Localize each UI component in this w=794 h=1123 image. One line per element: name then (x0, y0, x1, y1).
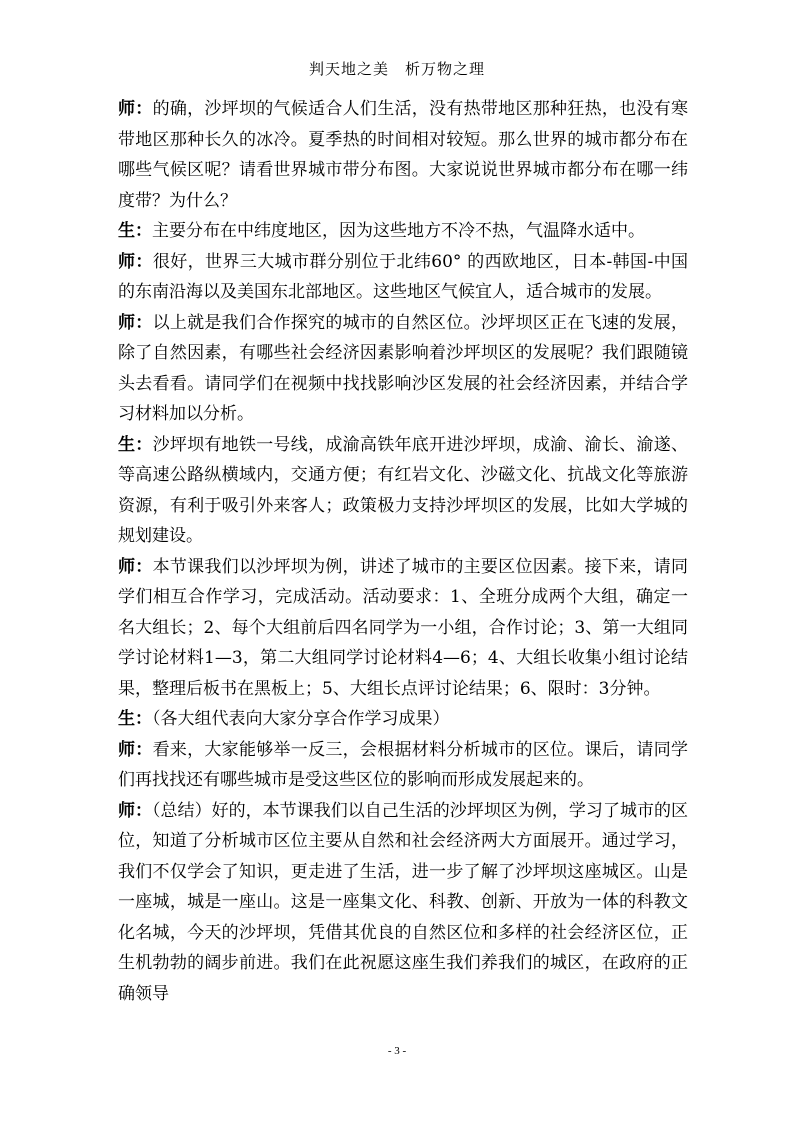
dialogue-paragraph (118, 796, 688, 1010)
speaker-label: 生： (118, 434, 153, 455)
speaker-label: 师： (118, 99, 153, 119)
dialogue-paragraph (118, 430, 688, 552)
paragraph-text: 看来，大家能够举一反三，会根据材料分析城市的区位。课后，请同学们再找找还有哪些城市是受这些区位的影响而形成发展起来的。 (118, 739, 688, 790)
page-header: 判天地之美 析万物之理 (308, 60, 485, 78)
speaker-label: 师： (118, 251, 153, 272)
paragraph-text: （总结）好的，本节课我们以自己生活的沙坪坝区为例，学习了城市的区位，知道了分析城市区位主要从自然和社会经济两大方面展开。通过学习，我们不仅学会了知识，更走进了生活，进一步了解了沙坪坝这座城区。山是一座城，城是一座山。这是一座集文化、科教、创新、开放为一体的科教文化名城，今天的沙坪坝，凭借其优良的自然区位和多样的社会经济区位，正生机勃勃的阔步前进。我们在此祝愿这座生我们养我们的城区，在政府的正确领导 (118, 800, 688, 1004)
paragraph-text: 沙坪坝有地铁一号线，成渝高铁年底开进沙坪坝，成渝、渝长、渝遂、等高速公路纵横域内，交通方便；有红岩文化、沙磁文化、抗战文化等旅游资源，有利于吸引外来客人；政策极力支持沙坪坝区的发展，比如大学城的规划建设。 (118, 434, 688, 546)
speaker-label: 师： (118, 739, 153, 760)
paragraph-text: 本节课我们以沙坪坝为例，讲述了城市的主要区位因素。接下来，请同学们相互合作学习，完成活动。活动要求：1、全班分成两个大组，确定一名大组长；2、每个大组前后四名同学为一小组，合作讨论；3、第一大组同学讨论材料1—3，第二大组同学讨论材料4—6；4、大组长收集小组讨论结果，整理后板书在黑板上；5、大组长点评讨论结果；6、限时：3分钟。 (118, 556, 688, 699)
paragraph-text: （各大组代表向大家分享合作学习成果） (152, 709, 450, 729)
paragraph-text: 以上就是我们合作探究的城市的自然区位。沙坪坝区正在飞速的发展，除了自然因素，有哪些社会经济因素影响着沙坪坝区的发展呢？我们跟随镜头去看看。请同学们在视频中找找影响沙区发展的社会经济因素，并结合学习材料加以分析。 (118, 312, 688, 424)
speaker-label: 生： (118, 709, 152, 729)
dialogue-paragraph (118, 704, 688, 735)
dialogue-paragraph (118, 735, 688, 796)
dialogue-paragraph (118, 247, 688, 308)
page-number: - 3 - (387, 1045, 407, 1057)
paragraph-text: 很好，世界三大城市群分别位于北纬60° 的西欧地区，日本-韩国-中国的东南沿海以及美国东北部地区。这些地区气候宜人，适合城市的发展。 (118, 251, 688, 302)
speaker-label: 师： (118, 800, 153, 821)
dialogue-paragraph (118, 308, 688, 430)
dialogue-paragraph (118, 94, 688, 216)
dialogue-paragraph (118, 216, 688, 247)
speaker-label: 生： (118, 221, 152, 241)
dialogue-paragraph (118, 552, 688, 705)
document-body (118, 94, 688, 1009)
speaker-label: 师： (118, 312, 153, 333)
paragraph-text: 的确，沙坪坝的气候适合人们生活，没有热带地区那种狂热，也没有寒带地区那种长久的冰冷。夏季热的时间相对较短。那么世界的城市都分布在哪些气候区呢？请看世界城市带分布图。大家说说世界城市都分布在哪一纬度带？为什么？ (118, 99, 688, 211)
speaker-label: 师： (118, 556, 153, 577)
paragraph-text: 主要分布在中纬度地区，因为这些地方不冷不热，气温降水适中。 (152, 221, 645, 241)
